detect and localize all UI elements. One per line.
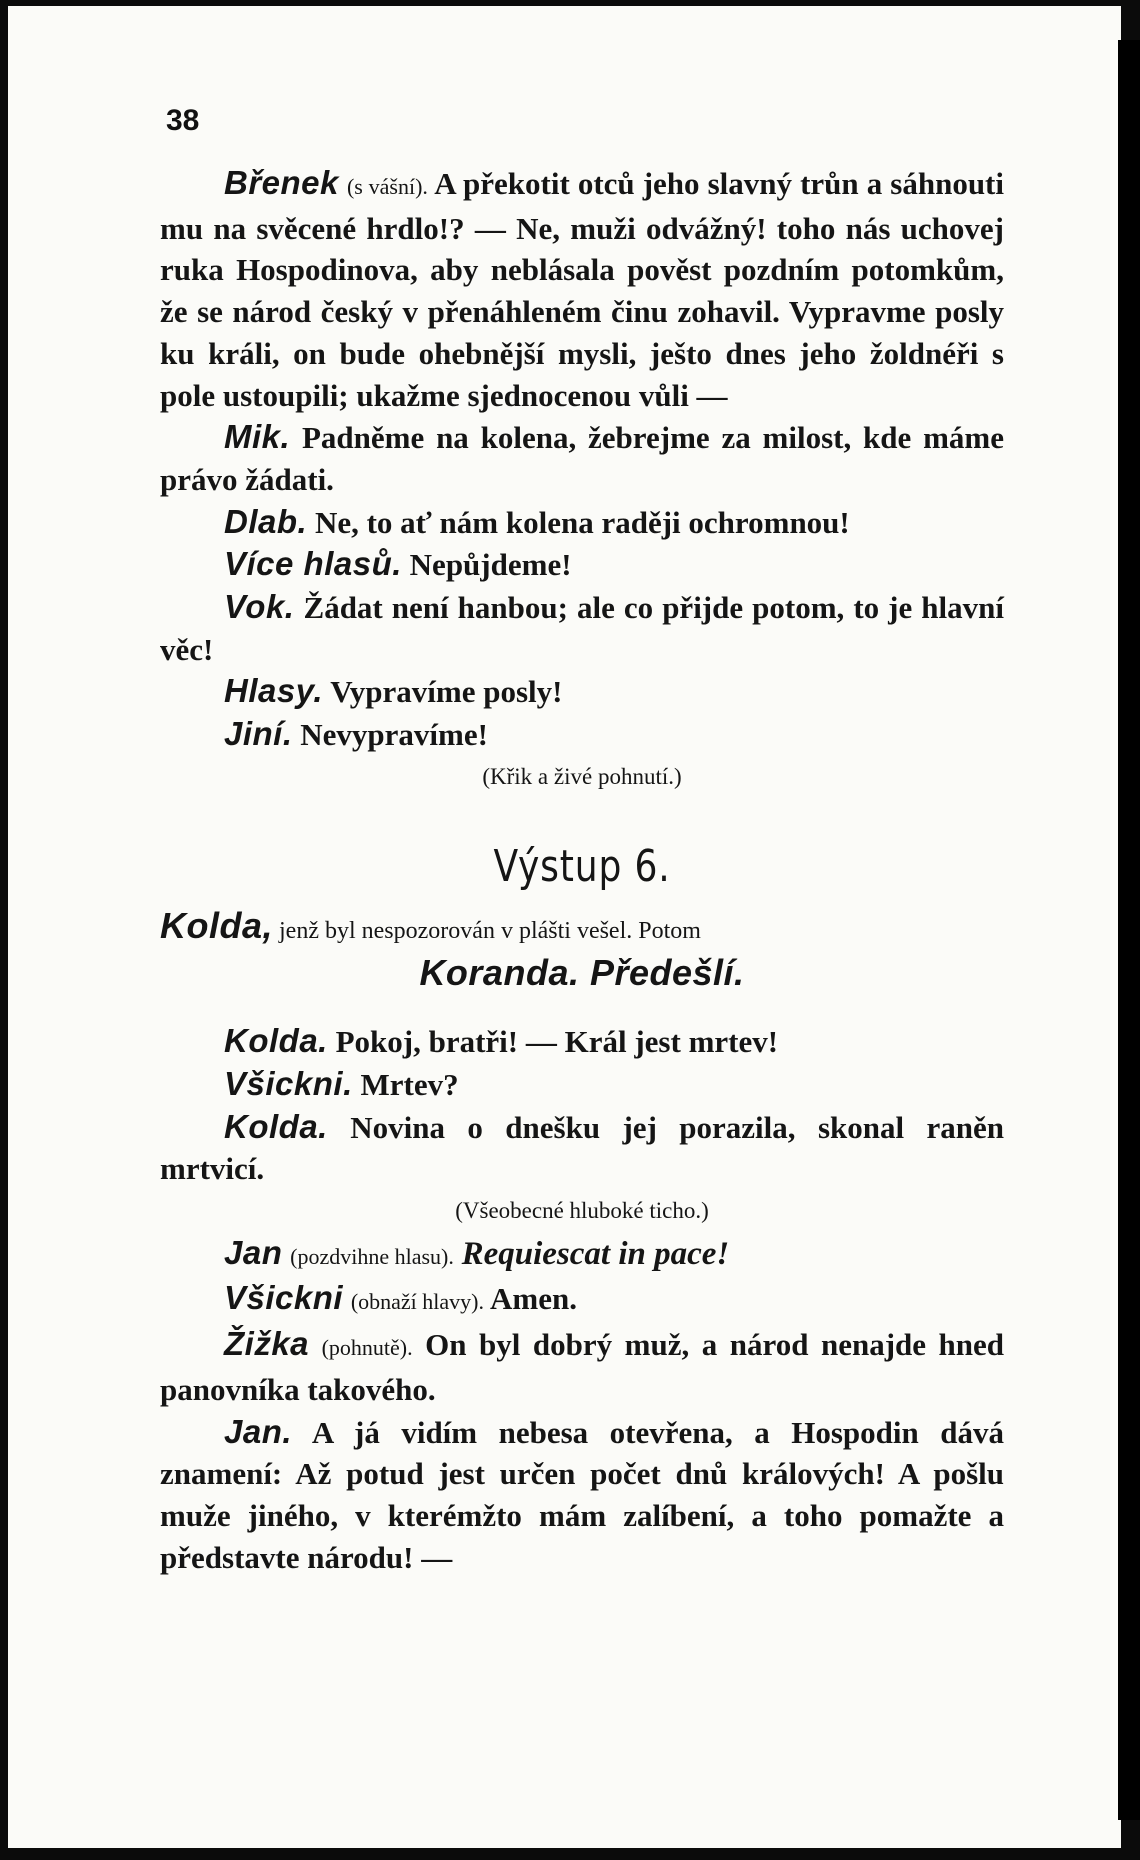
scene-intro bbox=[160, 905, 1004, 994]
stage-direction-inline: (pozdvihne hlasu). bbox=[290, 1243, 454, 1269]
page-edge bbox=[1118, 40, 1140, 1820]
speech-vice-hlasu bbox=[160, 543, 1004, 586]
speaker-name: Kolda. bbox=[224, 1022, 328, 1060]
speaker-name: Mik. bbox=[224, 418, 291, 456]
speech-brenek bbox=[160, 162, 1004, 416]
speech-jini bbox=[160, 713, 1004, 756]
speech-text: A já vidím nebesa otevřena, a Hospodin dává znamení: Až potud jest určen počet dnů králových! A pošlu muže jiného, v kterémžto mám zalíbení, a toho pomažte a představte národu! — bbox=[160, 1414, 1005, 1575]
speech-vsickni-1 bbox=[160, 1063, 1004, 1106]
speaker-name: Jan bbox=[224, 1233, 283, 1271]
speech-text: Amen. bbox=[490, 1281, 578, 1317]
stage-direction: (Všeobecné hluboké ticho.) bbox=[455, 1198, 709, 1224]
speaker-name: Všickni bbox=[224, 1279, 344, 1317]
speaker-name: Žižka bbox=[224, 1325, 310, 1363]
speech-jan-1 bbox=[160, 1232, 1004, 1278]
speaker-name: Kolda. bbox=[224, 1107, 328, 1145]
stage-direction-inline: (pohnutě). bbox=[321, 1335, 413, 1361]
speaker-name: Jan. bbox=[224, 1412, 293, 1450]
stage-direction: (Křik a živé pohnutí.) bbox=[482, 763, 682, 789]
stage-direction-inline: (s vášní). bbox=[346, 174, 428, 199]
speaker-name: Hlasy. bbox=[224, 672, 324, 710]
speech-vok bbox=[160, 586, 1004, 670]
speech-jan-2 bbox=[160, 1411, 1004, 1579]
speech-vsickni-2 bbox=[160, 1277, 1004, 1323]
speaker-name: Vok. bbox=[224, 588, 295, 626]
scene-intro-characters: Koranda. Předešlí. bbox=[419, 952, 745, 994]
speech-text: Ne, to ať nám kolena raději ochromnou! bbox=[314, 504, 850, 540]
page-number: 38 bbox=[166, 104, 200, 137]
speaker-name: Všickni. bbox=[224, 1064, 353, 1102]
speech-text: On byl dobrý muž, a národ nenajde hned panovníka takového. bbox=[160, 1327, 1005, 1407]
speech-text: Nepůjdeme! bbox=[409, 547, 572, 583]
speech-text: Padněme na kolena, žebrejme za milost, kde máme právo žádati. bbox=[160, 420, 1004, 497]
latin-phrase: Requiescat in pace! bbox=[461, 1235, 730, 1272]
speech-text: A překotit otců jeho slavný trůn a sáhnouti mu na svěcené hrdlo!? — Ne, muži odvážný! toho nás uchovej ruka Hospodinova, aby neblásala pověst pozdním potomkům, že se národ český v přenáhleném činu zohavil. Vypravme posly ku králi, on bude ohebnější mysli, ješto dnes jeho žoldnéři s pole ustoupili; ukažme sjednocenou vůli — bbox=[160, 166, 1004, 413]
speaker-name: Břenek bbox=[224, 164, 339, 201]
speech-dlab bbox=[160, 501, 1004, 544]
speaker-name: Jiní. bbox=[224, 715, 293, 753]
speaker-name: Dlab. bbox=[224, 502, 308, 540]
scene-intro-text: jenž byl nespozorován v plášti vešel. Potom bbox=[279, 918, 701, 945]
speech-mik bbox=[160, 416, 1004, 500]
speech-text: Pokoj, bratři! — Král jest mrtev! bbox=[335, 1024, 779, 1060]
page-body bbox=[160, 162, 1004, 1578]
speaker-name: Kolda, bbox=[160, 905, 274, 947]
speech-hlasy bbox=[160, 670, 1004, 713]
speech-kolda-1 bbox=[160, 1020, 1004, 1063]
speech-text: Mrtev? bbox=[360, 1066, 459, 1102]
speech-text: Vypravíme posly! bbox=[330, 674, 563, 710]
speech-zizka bbox=[160, 1323, 1004, 1410]
scene-title: Výstup 6. bbox=[493, 840, 671, 892]
speech-kolda-2 bbox=[160, 1106, 1004, 1190]
speaker-name: Více hlasů. bbox=[224, 545, 402, 583]
stage-direction-inline: (obnaží hlavy). bbox=[350, 1289, 484, 1315]
spacer bbox=[160, 994, 1004, 1020]
speech-text: Novina o dnešku jej porazila, skonal raněn mrtvicí. bbox=[160, 1109, 1004, 1187]
speech-text: Nevypravíme! bbox=[300, 717, 488, 753]
speech-text: Žádat není hanbou; ale co přijde potom, to je hlavní věc! bbox=[160, 590, 1005, 667]
